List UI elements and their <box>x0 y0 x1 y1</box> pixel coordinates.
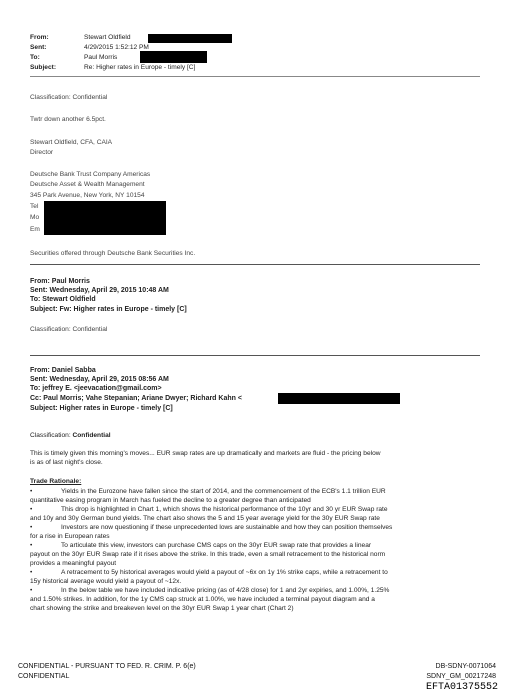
bullet-marker: • <box>30 524 33 531</box>
signature-title: Director <box>30 149 54 156</box>
bullet-text: 15y historical average would yield a payout of ~12x. <box>30 578 182 585</box>
bullet-text: chart showing the strike and breakeven level on the 30yr EUR Swap 1 year chart (Chart 2) <box>30 605 294 612</box>
bullet-text: To articulate this view, investors can purchase CMS caps on the 30yr EUR swap rate that provides a linear <box>61 542 372 549</box>
subject-line: Subject: Fw: Higher rates in Europe - timely [C] <box>30 306 187 313</box>
bullet-marker: • <box>30 542 33 549</box>
to-value: Paul Morris <box>84 54 118 61</box>
redaction-bar <box>278 393 400 404</box>
signature-mobile: Mo <box>30 214 40 221</box>
footer-confidential: CONFIDENTIAL <box>18 673 70 680</box>
footer-confidential-notice: CONFIDENTIAL - PURSUANT TO FED. R. CRIM. P. 6(e) <box>18 663 196 670</box>
header-divider <box>30 76 480 77</box>
to-line: To: Stewart Oldfield <box>30 296 96 303</box>
to-label: To: <box>30 54 40 61</box>
sent-label: Sent: <box>30 44 47 51</box>
from-label: From: <box>30 34 49 41</box>
bullet-text: Yields in the Eurozone have fallen since the start of 2014, and the commencement of the ECB's 1.1 trillion EUR <box>61 488 386 495</box>
classification-text <box>30 432 111 440</box>
bullet-marker: • <box>30 587 33 594</box>
signature-org: Deutsche Asset & Wealth Management <box>30 181 145 188</box>
classification-value: Confidential <box>72 432 111 439</box>
section-divider <box>30 264 480 265</box>
bullet-text: quantitative easing program in March has fueled the decline to a greater degree than anticipated <box>30 497 311 504</box>
intro-line: This is timely given this morning's moves... EUR swap rates are up dramatically and markets are fluid - the pricing below <box>30 450 381 457</box>
signature-org: Deutsche Bank Trust Company Americas <box>30 171 151 178</box>
section-divider <box>30 355 480 356</box>
footer-bates-number: SDNY_GM_00217248 <box>426 673 496 680</box>
to-line: To: jeffrey E. <jeevacation@gmail.com> <box>30 385 162 392</box>
sent-line: Sent: Wednesday, April 29, 2015 10:48 AM <box>30 287 169 294</box>
from-line: From: Daniel Sabba <box>30 367 96 374</box>
sent-value: 4/29/2015 1:52:12 PM <box>84 44 149 51</box>
bullet-text: Investors are now questioning if these unprecedented lows are sustainable and how they can position themselves <box>61 524 393 531</box>
signature-name: Stewart Oldfield, CFA, CAIA <box>30 139 113 146</box>
footer-bates-number: DB-SDNY-0071064 <box>435 663 496 670</box>
classification-text: Classification: Confidential <box>30 326 108 333</box>
bullet-text: for a rise in European rates <box>30 533 110 540</box>
footer-efta-number: EFTA01375552 <box>425 682 498 693</box>
sent-line: Sent: Wednesday, April 29, 2015 08:56 AM <box>30 376 169 383</box>
subject-value: Re: Higher rates in Europe - timely [C] <box>84 64 196 71</box>
bullet-text: A retracement to 5y historical averages would yield a payout of ~6x on 1y 1% strike caps, while a retracement to <box>61 569 388 576</box>
bullet-marker: • <box>30 506 33 513</box>
signature-address: 345 Park Avenue, New York, NY 10154 <box>30 192 145 199</box>
bullet-text: payout on the 30yr EUR Swap rate if it rises above the strike. In this trade, even a small retracement to the historical norm <box>30 551 386 558</box>
from-line: From: Paul Morris <box>30 278 90 285</box>
redaction-bar <box>44 201 166 235</box>
signature-tel: Tel <box>30 203 39 210</box>
bullet-text: and 1.50% strikes. In addition, for the 1y CMS cap struck at 1.00%, we have included a terminal payout diagram and a <box>30 596 375 603</box>
classification-label: Classification: <box>30 432 73 439</box>
securities-disclaimer: Securities offered through Deutsche Bank Securities Inc. <box>30 250 196 257</box>
subject-label: Subject: <box>30 64 57 71</box>
signature-email: Em <box>30 226 40 233</box>
subject-line: Subject: Higher rates in Europe - timely [C] <box>30 405 173 412</box>
bullet-marker: • <box>30 569 33 576</box>
intro-line: is as of last night's close. <box>30 459 103 466</box>
bullet-text: and 10y and 30y German bund yields. The chart also shows the 5 and 15 year average yield for the 30y EUR Swap rate <box>30 515 380 522</box>
cc-line: Cc: Paul Morris; Vahe Stepanian; Ariane Dwyer; Richard Kahn < <box>30 395 242 402</box>
bullet-marker: • <box>30 488 33 495</box>
classification-text: Classification: Confidential <box>30 94 108 101</box>
from-value: Stewart Oldfield <box>84 34 131 41</box>
bullet-text: provides a meaningful payout <box>30 560 117 567</box>
redaction-bar <box>140 51 207 63</box>
redaction-bar <box>148 34 232 43</box>
bullet-text: This drop is highlighted in Chart 1, which shows the historical performance of the 10yr and 30 yr EUR Swap rate <box>61 506 388 513</box>
bullet-text: In the below table we have included indicative pricing (as of 4/28 close) for 1 and 2yr expiries, and 1.00%, 1.25% <box>61 587 390 594</box>
message-text: Twtr down another 6.5pct. <box>30 116 106 123</box>
rationale-title: Trade Rationale: <box>30 478 82 485</box>
